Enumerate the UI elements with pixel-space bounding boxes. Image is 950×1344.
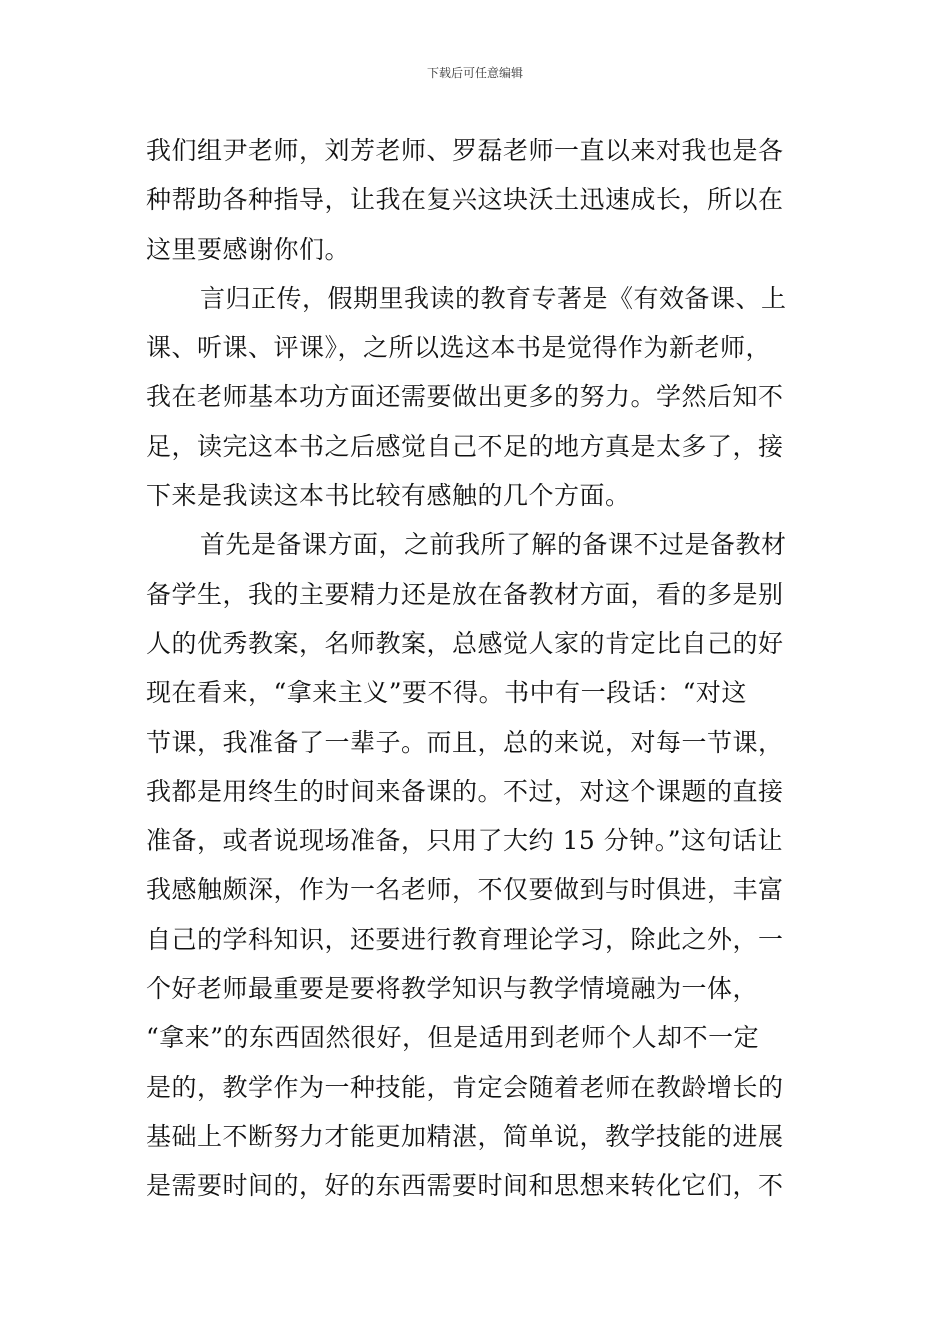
text-line: 我感触颇深，作为一名老师，不仅要做到与时俱进，丰富	[146, 875, 784, 905]
page-header: 下载后可任意编辑	[426, 66, 523, 80]
text-line: 备学生，我的主要精力还是放在备教材方面，看的多是别	[146, 579, 784, 609]
paragraph-start-line: 言归正传，假期里我读的教育专著是《有效备课、上	[200, 283, 787, 313]
paragraph-start-line: 首先是备课方面，之前我所了解的备课不过是备教材	[200, 530, 787, 560]
text-line: 课、听课、评课》，之所以选这本书是觉得作为新老师，	[146, 333, 772, 363]
text-line: 是的，教学作为一种技能，肯定会随着老师在教龄增长的	[146, 1072, 784, 1102]
text-line: 下来是我读这本书比较有感触的几个方面。	[146, 481, 631, 511]
text-line: 足，读完这本书之后感觉自己不足的地方真是太多了，接	[146, 431, 784, 461]
text-line: 这里要感谢你们。	[146, 234, 351, 264]
text-line: “拿来”的东西固然很好，但是适用到老师个人却不一定	[146, 1023, 760, 1053]
text-line: 节课，我准备了一辈子。而且，总的来说，对每一节课，	[146, 727, 784, 757]
text-line: 自己的学科知识，还要进行教育理论学习，除此之外，一	[146, 924, 784, 954]
text-line: 准备，或者说现场准备，只用了大约 15 分钟。”这句话让	[146, 826, 783, 856]
text-line: 个好老师最重要是要将教学知识与教学情境融为一体，	[146, 974, 759, 1004]
text-line: 我在老师基本功方面还需要做出更多的努力。学然后知不	[146, 382, 784, 412]
text-line: 我都是用终生的时间来备课的。不过，对这个课题的直接	[146, 776, 784, 806]
text-line: 现在看来，“拿来主义”要不得。书中有一段话：“对这	[146, 678, 747, 708]
text-line: 人的优秀教案，名师教案，总感觉人家的肯定比自己的好	[146, 628, 784, 658]
document-body	[146, 126, 806, 1211]
text-line: 我们组尹老师，刘芳老师、罗磊老师一直以来对我也是各	[146, 136, 784, 165]
text-line: 是需要时间的，好的东西需要时间和思想来转化它们，不	[146, 1171, 784, 1201]
text-line: 基础上不断努力才能更加精湛，简单说，教学技能的进展	[146, 1121, 784, 1151]
text-line: 种帮助各种指导，让我在复兴这块沃土迅速成长，所以在	[146, 185, 784, 215]
